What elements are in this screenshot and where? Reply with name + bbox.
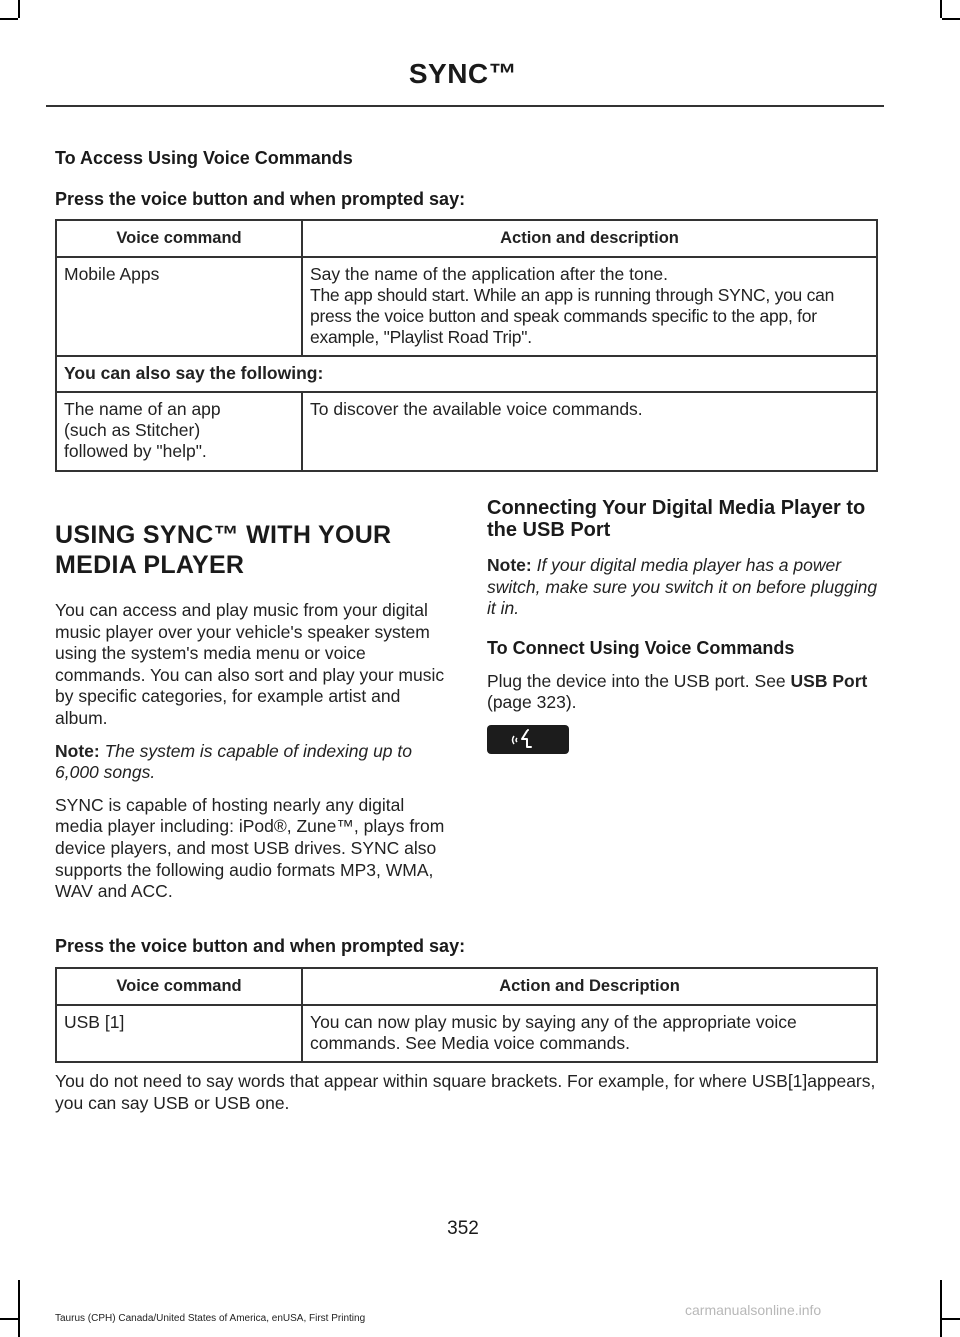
page-title: SYNC™ [408, 58, 518, 89]
section-heading: Connecting Your Digital Media Player to the USB Port [487, 497, 866, 541]
page-number: 352 [447, 1218, 479, 1239]
section-heading-line: MEDIA PLAYER [55, 551, 245, 579]
body-paragraph: You can access and play music from your digital music player over your vehicle's speaker system using the system's media menu or voice commands. You can also sort and play your music by specific categories, for example artist and album. [55, 600, 445, 728]
crop-mark [18, 0, 20, 18]
voice-icon-graphic [487, 725, 569, 754]
table-header-action: Action and Description [302, 968, 877, 1005]
action-cell: You can now play music by saying any of the appropriate voice commands. See Media voice commands. [302, 1005, 877, 1062]
crop-mark [0, 18, 18, 20]
table-row [56, 392, 877, 471]
usb-command-table [55, 967, 878, 1063]
command-cell: The name of an app (such as Stitcher) followed by "help". [56, 392, 302, 471]
action-cell [302, 257, 877, 356]
crop-mark [940, 1280, 942, 1337]
section-heading: To Access Using Voice Commands [55, 148, 353, 168]
note-label: Note: [487, 555, 532, 575]
watermark: carmanualsonline.info [685, 1302, 822, 1318]
crop-mark [942, 1318, 960, 1320]
crop-mark [0, 1318, 18, 1320]
table-header-command: Voice command [56, 968, 302, 1005]
crop-mark [940, 0, 942, 18]
instruction-prompt: Press the voice button and when prompted say: [55, 936, 466, 956]
note-text: If your digital media player has a power switch, make sure you switch it on before plugging it in. [487, 555, 878, 619]
note-paragraph [487, 555, 879, 620]
voice-command-table [55, 219, 878, 472]
command-cell: USB [1] [56, 1005, 302, 1062]
crop-mark [18, 1280, 20, 1337]
footer-text: Taurus (CPH) Canada/United States of America, enUSA, First Printing [55, 1313, 366, 1324]
table-header-command: Voice command [56, 220, 302, 257]
note-paragraph [55, 741, 447, 784]
action-cell: To discover the available voice commands. [302, 392, 877, 471]
action-line: Say the name of the application after the tone. [310, 264, 669, 284]
header-divider [46, 105, 884, 107]
also-say-row: You can also say the following: [56, 356, 877, 392]
section-heading-line: USING SYNC™ WITH YOUR [55, 521, 392, 549]
action-line: The app should start. While an app is running through SYNC, you can press the voice button and speak commands specific to the app, for example, "Playlist Road Trip". [310, 285, 835, 347]
crop-mark [942, 18, 960, 20]
body-paragraph: SYNC is capable of hosting nearly any digital media player including: iPod®, Zune™, plays from device players, and most USB drives. SYNC also supports the following audio formats MP3, WMA, WAV and ACC. [55, 794, 445, 902]
table-header-action: Action and description [302, 220, 877, 257]
instruction-prompt: Press the voice button and when prompted say: [55, 189, 466, 209]
footnote-paragraph: You do not need to say words that appear within square brackets. For example, for where USB[1]appears, you can say USB or USB one. [55, 1071, 876, 1113]
table-row [56, 1005, 877, 1062]
left-column [55, 520, 447, 903]
usb-port-link[interactable]: USB Port [790, 670, 868, 691]
note-text: The system is capable of indexing up to 6,000 songs. [55, 740, 412, 783]
body-paragraph [487, 671, 879, 714]
note-label: Note: [55, 740, 100, 761]
voice-button-icon [487, 725, 569, 754]
table-row [56, 356, 877, 392]
body-text: Plug the device into the USB port. See [487, 670, 786, 691]
right-column [487, 497, 879, 714]
command-cell: Mobile Apps [56, 257, 302, 356]
subheading: To Connect Using Voice Commands [487, 637, 795, 658]
table-row [56, 257, 877, 356]
page-reference: (page 323). [487, 692, 577, 713]
